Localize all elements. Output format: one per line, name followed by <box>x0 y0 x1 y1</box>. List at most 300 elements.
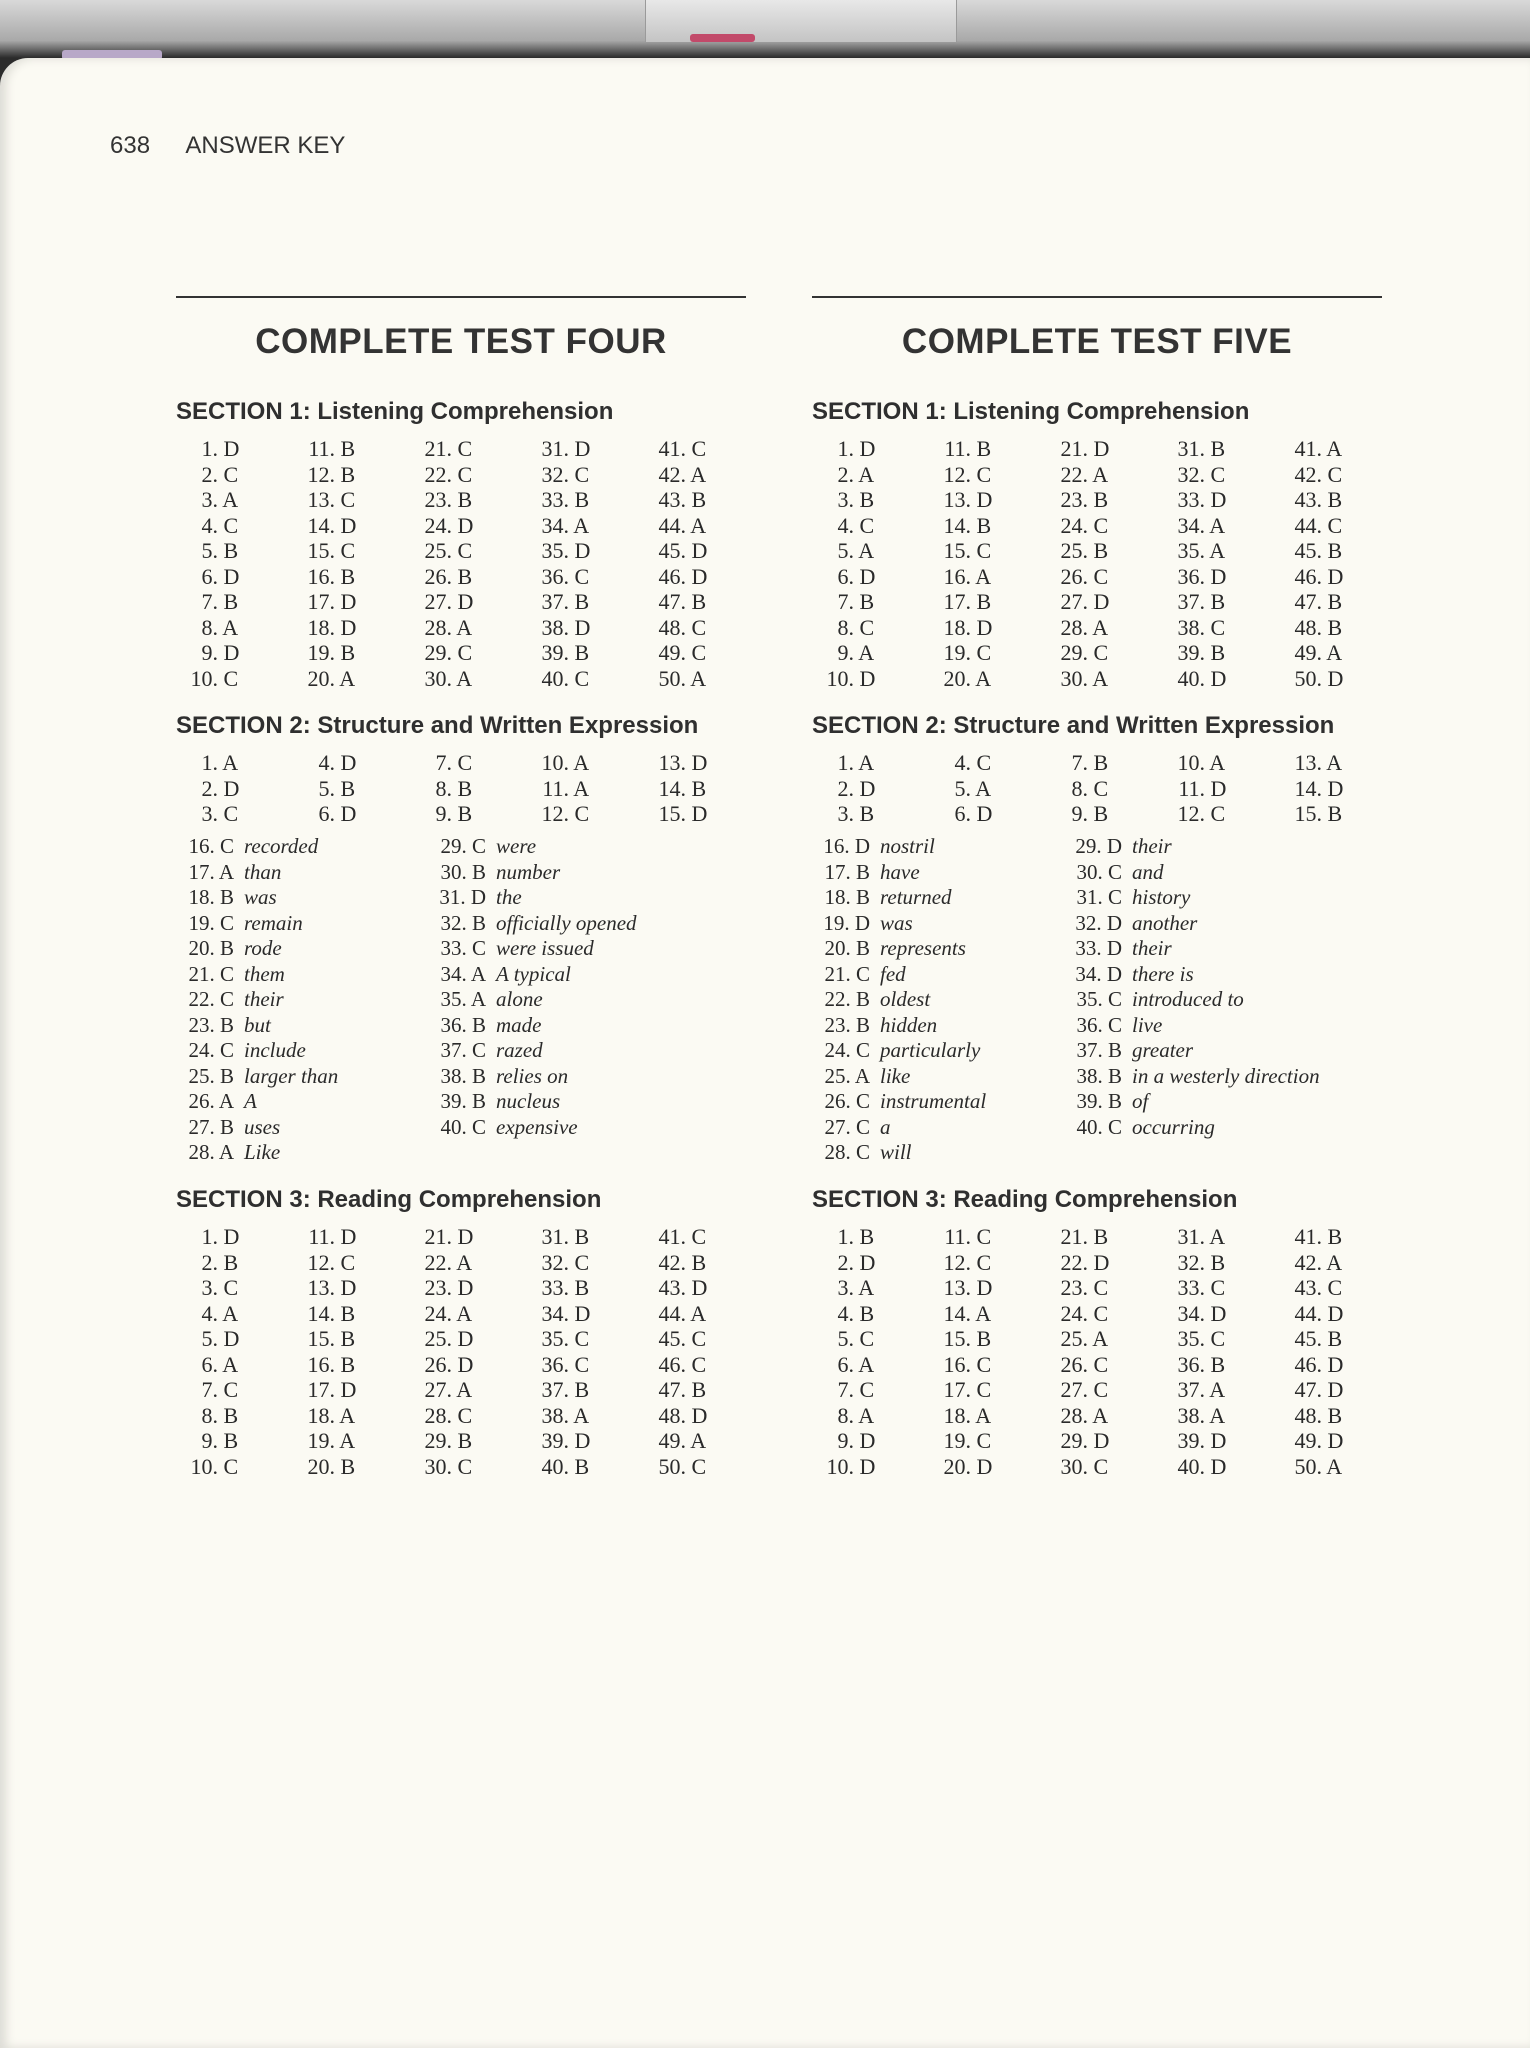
question-number: 40. <box>1177 1453 1205 1479</box>
answer-item <box>1046 1301 1108 1327</box>
error-word: have <box>880 859 920 884</box>
answer-item <box>812 1275 874 1301</box>
question-number: 44. <box>658 512 686 538</box>
question-number: 11. <box>944 436 971 461</box>
answer-letter: A <box>1205 1377 1226 1402</box>
error-number-answer: 24. C <box>824 1038 870 1062</box>
answer-item <box>1163 615 1225 641</box>
question-number: 10. <box>826 665 854 691</box>
answer-letter: D <box>1205 665 1227 691</box>
section-2-title: SECTION 2: Structure and Written Expression <box>812 712 1335 739</box>
question-number: 3. <box>837 1275 854 1300</box>
answer-item <box>527 589 589 615</box>
answer-item <box>1046 589 1109 615</box>
question-number: 16. <box>943 563 971 589</box>
question-number: 20. <box>307 665 335 691</box>
answer-item <box>644 640 706 666</box>
answer-item <box>1163 538 1225 564</box>
answer-item <box>1046 750 1108 776</box>
answer-letter: B <box>569 589 590 614</box>
answer-item <box>1163 1377 1225 1403</box>
answer-item <box>1280 487 1342 513</box>
answer-item <box>527 640 589 666</box>
answer-item <box>527 801 589 827</box>
answer-letter: A <box>335 665 356 691</box>
answer-item <box>293 750 356 776</box>
question-number: 7. <box>201 1377 218 1402</box>
answer-letter: D <box>1205 1428 1227 1453</box>
error-word: expensive <box>496 1114 578 1139</box>
answer-item <box>644 487 706 513</box>
answer-letter: A <box>1205 512 1226 538</box>
question-number: 43. <box>658 1275 686 1300</box>
answer-item <box>410 436 472 462</box>
answer-letter: C <box>569 1351 590 1377</box>
answer-letter: A <box>1088 614 1109 640</box>
question-number: 36. <box>541 1351 569 1377</box>
answer-item <box>527 462 589 488</box>
error-number-answer: 20. B <box>824 936 870 960</box>
error-item <box>428 962 571 987</box>
answer-letter: D <box>218 563 240 589</box>
answer-item <box>1046 1454 1108 1480</box>
question-number: 30. <box>424 1453 452 1479</box>
answer-letter: D <box>971 487 993 512</box>
answer-letter: C <box>1205 1275 1226 1300</box>
answer-item <box>410 801 472 827</box>
answer-letter: B <box>335 1453 356 1479</box>
answer-item <box>410 615 472 641</box>
question-number: 11. <box>542 775 569 801</box>
answer-item <box>644 776 706 802</box>
question-number: 24. <box>1060 512 1088 538</box>
answer-item <box>410 487 472 513</box>
answer-letter: B <box>218 538 239 563</box>
answer-letter: C <box>1088 1300 1109 1326</box>
question-number: 19. <box>307 1428 335 1453</box>
error-item <box>176 1013 271 1038</box>
answer-item <box>1163 1275 1225 1301</box>
answer-item <box>812 750 874 776</box>
answer-item <box>1280 1428 1343 1454</box>
answer-item <box>644 513 706 539</box>
error-number-answer: 30. C <box>1076 859 1122 884</box>
question-number: 29. <box>1060 1428 1088 1453</box>
question-number: 10. <box>826 1453 854 1479</box>
answer-item <box>1280 538 1342 564</box>
answer-item <box>812 615 874 641</box>
answer-letter: A <box>686 1428 707 1453</box>
answer-letter: B <box>452 1428 473 1453</box>
question-number: 36. <box>1177 563 1205 589</box>
question-number: 47. <box>658 1377 686 1402</box>
question-number: 22. <box>1060 461 1088 487</box>
answer-item <box>644 801 707 827</box>
question-number: 17. <box>943 1377 971 1402</box>
question-number: 1. <box>837 436 854 461</box>
answer-item <box>176 1250 238 1276</box>
error-item <box>1064 936 1172 961</box>
answer-item <box>1163 1454 1226 1480</box>
error-number-answer: 22. B <box>824 987 870 1011</box>
error-item <box>176 911 303 936</box>
answer-letter: A <box>452 1377 473 1402</box>
question-number: 24. <box>424 1300 452 1326</box>
answer-letter: C <box>686 1453 707 1479</box>
question-number: 28. <box>1060 1402 1088 1428</box>
error-number-answer: 39. B <box>440 1089 486 1113</box>
answer-item <box>1163 750 1225 776</box>
question-number: 12. <box>541 801 569 826</box>
question-number: 21. <box>1060 1224 1088 1249</box>
answer-letter: D <box>452 1351 474 1377</box>
error-word: occurring <box>1132 1114 1215 1139</box>
question-number: 47. <box>658 589 686 614</box>
answer-letter: D <box>854 665 876 691</box>
answer-letter: A <box>218 614 239 640</box>
answer-item <box>929 462 991 488</box>
answer-item <box>1280 750 1342 776</box>
answer-letter: A <box>569 512 590 538</box>
answer-item <box>812 564 875 590</box>
question-number: 47. <box>1294 589 1322 614</box>
answer-item <box>812 487 874 513</box>
error-item <box>1064 885 1190 910</box>
answer-item <box>812 1224 874 1250</box>
question-number: 8. <box>435 775 452 801</box>
answer-item <box>410 538 472 564</box>
answer-item <box>293 513 356 539</box>
answer-letter: D <box>218 640 240 665</box>
question-number: 32. <box>1177 461 1205 487</box>
question-number: 39. <box>1177 1428 1205 1453</box>
answer-letter: D <box>686 1402 708 1428</box>
question-number: 29. <box>1060 640 1088 665</box>
error-item <box>812 1064 910 1089</box>
question-number: 15. <box>1294 801 1322 826</box>
answer-letter: C <box>686 1351 707 1377</box>
answer-item <box>1046 1403 1108 1429</box>
answer-letter: D <box>569 1428 591 1453</box>
answer-letter: B <box>1088 750 1109 775</box>
answer-letter: A <box>452 1249 473 1275</box>
error-word: their <box>244 987 284 1011</box>
error-number-answer: 21. C <box>188 961 234 986</box>
answer-letter: B <box>569 1275 590 1300</box>
answer-letter: B <box>1322 589 1343 614</box>
answer-letter: C <box>1088 1377 1109 1402</box>
answer-letter: C <box>971 1224 992 1249</box>
error-item <box>176 885 277 910</box>
answer-item <box>410 1326 473 1352</box>
question-number: 34. <box>541 1300 569 1326</box>
answer-letter: D <box>1322 1300 1344 1326</box>
answer-letter: B <box>686 487 707 512</box>
answer-item <box>929 1352 991 1378</box>
answer-item <box>293 1250 355 1276</box>
answer-letter: D <box>854 563 876 589</box>
question-number: 31. <box>1177 436 1205 461</box>
error-number-answer: 24. C <box>188 1038 234 1062</box>
answer-item <box>176 615 238 641</box>
question-number: 2. <box>201 461 218 487</box>
question-number: 32. <box>541 461 569 487</box>
answer-item <box>410 666 472 692</box>
answer-item <box>1046 487 1108 513</box>
answer-letter: D <box>1205 1300 1227 1326</box>
section-3-title: SECTION 3: Reading Comprehension <box>812 1186 1238 1213</box>
error-item <box>428 1013 542 1038</box>
question-number: 5. <box>201 538 218 563</box>
answer-item <box>1163 1326 1225 1352</box>
error-item <box>176 1089 257 1114</box>
answer-item <box>644 1403 707 1429</box>
question-number: 25. <box>424 1326 452 1351</box>
answer-letter: C <box>1322 1275 1343 1300</box>
question-number: 18. <box>943 1402 971 1428</box>
answer-item <box>1046 666 1108 692</box>
error-number-answer: 29. C <box>440 834 486 858</box>
question-number: 25. <box>1060 538 1088 563</box>
question-number: 12. <box>307 461 335 487</box>
answer-letter: B <box>1205 1249 1226 1275</box>
question-number: 1. <box>837 1224 854 1249</box>
answer-item <box>929 1224 991 1250</box>
answer-letter: D <box>971 1275 993 1300</box>
answer-item <box>1163 1403 1225 1429</box>
error-number-answer: 37. C <box>440 1038 486 1062</box>
test-five-column <box>812 296 1382 1479</box>
answer-item <box>1163 589 1225 615</box>
answer-letter: D <box>335 750 357 775</box>
question-number: 40. <box>1177 665 1205 691</box>
answer-item <box>812 513 874 539</box>
answer-item <box>527 1326 589 1352</box>
answer-item <box>644 1352 706 1378</box>
question-number: 19. <box>307 640 335 665</box>
error-word: represents <box>880 936 966 960</box>
error-word: will <box>880 1140 912 1164</box>
answer-letter: C <box>569 1249 590 1275</box>
answer-letter: C <box>971 1249 992 1275</box>
question-number: 18. <box>307 614 335 640</box>
answer-letter: B <box>335 775 356 801</box>
answer-letter: B <box>1322 487 1343 512</box>
answer-item <box>293 666 355 692</box>
error-number-answer: 40. C <box>1076 1114 1122 1139</box>
question-number: 8. <box>1071 775 1088 801</box>
question-number: 45. <box>1294 538 1322 563</box>
error-word: than <box>244 859 282 884</box>
error-word: A typical <box>496 961 571 986</box>
question-number: 37. <box>541 589 569 614</box>
question-number: 49. <box>1294 1428 1322 1453</box>
answer-item <box>410 1352 473 1378</box>
answer-letter: B <box>335 436 356 461</box>
answer-letter: B <box>1322 1326 1343 1351</box>
error-number-answer: 18. B <box>188 885 234 909</box>
answer-letter: D <box>686 1275 708 1300</box>
question-number: 2. <box>837 1249 854 1275</box>
answer-letter: C <box>452 461 473 487</box>
answer-item <box>644 666 706 692</box>
answer-item <box>1280 1275 1342 1301</box>
answer-letter: C <box>569 563 590 589</box>
error-item <box>428 1089 560 1114</box>
question-number: 12. <box>307 1249 335 1275</box>
question-number: 45. <box>1294 1326 1322 1351</box>
answer-item <box>929 640 991 666</box>
answer-item <box>410 1250 472 1276</box>
error-item <box>1064 1064 1320 1089</box>
question-number: 45. <box>658 538 686 563</box>
error-item <box>428 987 543 1012</box>
question-number: 10. <box>541 750 569 775</box>
answer-item <box>929 436 991 462</box>
error-number-answer: 25. A <box>824 1063 870 1088</box>
question-number: 45. <box>658 1326 686 1351</box>
question-number: 42. <box>1294 461 1322 487</box>
answer-item <box>176 640 239 666</box>
answer-letter: B <box>569 1224 590 1249</box>
answer-item <box>644 1301 706 1327</box>
question-number: 9. <box>435 801 452 826</box>
answer-letter: B <box>335 640 356 665</box>
answer-item <box>1280 564 1343 590</box>
answer-letter: D <box>452 589 474 614</box>
page-number: 638 <box>110 132 151 159</box>
answer-letter: D <box>1205 1453 1227 1479</box>
question-number: 48. <box>1294 1402 1322 1428</box>
question-number: 28. <box>424 614 452 640</box>
answer-letter: A <box>971 665 992 691</box>
answer-letter: D <box>1088 436 1110 461</box>
answer-item <box>929 564 991 590</box>
answer-letter: C <box>854 1326 875 1351</box>
error-item <box>176 1038 306 1063</box>
answer-letter: D <box>686 538 708 563</box>
error-item <box>176 1115 280 1140</box>
answer-letter: D <box>452 1275 474 1300</box>
answer-item <box>1046 436 1109 462</box>
answer-item <box>410 589 473 615</box>
clip-marker <box>690 34 755 42</box>
answer-item <box>293 589 356 615</box>
answer-letter: A <box>1322 436 1343 461</box>
answer-letter: D <box>686 801 708 826</box>
error-item <box>1064 1115 1215 1140</box>
answer-letter: D <box>218 1326 240 1351</box>
question-number: 43. <box>1294 487 1322 512</box>
answer-letter: B <box>569 640 590 665</box>
question-number: 12. <box>1177 801 1205 826</box>
error-number-answer: 35. C <box>1076 987 1122 1011</box>
answer-item <box>293 640 355 666</box>
answer-item <box>293 538 355 564</box>
question-number: 38. <box>541 614 569 640</box>
answer-letter: C <box>335 1249 356 1275</box>
answer-letter: A <box>854 461 875 487</box>
answer-letter: B <box>971 589 992 614</box>
answer-letter: D <box>686 750 708 775</box>
question-number: 25. <box>1060 1326 1088 1351</box>
answer-letter: B <box>1322 538 1343 563</box>
answer-letter: C <box>569 1326 590 1351</box>
error-word: include <box>244 1038 306 1062</box>
question-number: 9. <box>837 1428 854 1453</box>
answer-letter: A <box>854 1402 875 1428</box>
question-number: 4. <box>954 750 971 775</box>
question-number: 13. <box>1294 750 1322 775</box>
error-item <box>812 1140 912 1165</box>
answer-item <box>1280 513 1342 539</box>
error-word: but <box>244 1012 271 1037</box>
question-number: 36. <box>1177 1351 1205 1377</box>
question-number: 48. <box>658 614 686 640</box>
answer-item <box>1046 1275 1108 1301</box>
question-number: 4. <box>837 512 854 538</box>
error-word: were <box>496 834 537 858</box>
answer-item <box>410 1377 472 1403</box>
error-number-answer: 23. B <box>188 1012 234 1037</box>
question-number: 44. <box>1294 1300 1322 1326</box>
answer-letter: C <box>854 512 875 538</box>
error-item <box>176 962 285 987</box>
question-number: 5. <box>837 1326 854 1351</box>
answer-letter: D <box>1322 1428 1344 1453</box>
question-number: 23. <box>1060 487 1088 512</box>
answer-item <box>1046 1428 1109 1454</box>
answer-letter: D <box>971 614 993 640</box>
error-word: their <box>1132 936 1172 960</box>
answer-letter: C <box>1088 775 1109 801</box>
page-header <box>110 132 345 160</box>
answer-item <box>812 776 875 802</box>
question-number: 6. <box>837 1351 854 1377</box>
error-word: remain <box>244 910 303 935</box>
answer-item <box>176 776 239 802</box>
answer-item <box>176 1428 238 1454</box>
answer-letter: B <box>1322 1224 1343 1249</box>
answer-item <box>1280 1403 1342 1429</box>
question-number: 15. <box>943 1326 971 1351</box>
question-number: 38. <box>1177 614 1205 640</box>
error-word: A <box>244 1089 257 1113</box>
error-number-answer: 38. B <box>440 1063 486 1088</box>
answer-letter: C <box>452 538 473 563</box>
error-word: there is <box>1132 961 1194 986</box>
answer-item <box>527 487 589 513</box>
answer-item <box>1046 1377 1108 1403</box>
answer-item <box>644 750 707 776</box>
answer-item <box>812 801 874 827</box>
error-item <box>812 1089 986 1114</box>
answer-item <box>293 1403 355 1429</box>
answer-letter: A <box>335 1428 356 1453</box>
answer-item <box>527 1275 589 1301</box>
error-item <box>812 885 952 910</box>
answer-item <box>1046 615 1108 641</box>
answer-item <box>176 666 238 692</box>
answer-item <box>1046 1326 1108 1352</box>
question-number: 39. <box>1177 640 1205 665</box>
error-word: recorded <box>244 834 319 858</box>
answer-letter: A <box>1205 750 1226 775</box>
answer-letter: A <box>854 538 875 563</box>
answer-letter: B <box>218 1428 239 1453</box>
question-number: 1. <box>837 750 854 775</box>
answer-item <box>293 615 356 641</box>
